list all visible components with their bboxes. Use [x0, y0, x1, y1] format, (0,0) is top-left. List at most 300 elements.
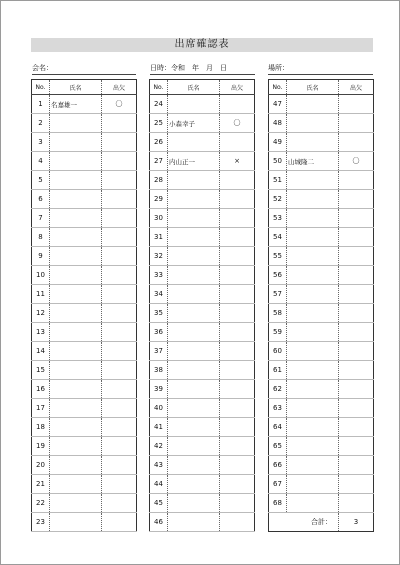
- header-name: 氏名: [168, 80, 220, 95]
- row-number: 11: [32, 285, 50, 304]
- table-row: [150, 228, 255, 247]
- nichiji-field[interactable]: [150, 62, 227, 74]
- name-cell[interactable]: [168, 342, 220, 361]
- table-row: [150, 114, 255, 133]
- table-row: [269, 494, 374, 513]
- attendance-cell[interactable]: [220, 304, 255, 323]
- row-number: 3: [32, 133, 50, 152]
- attendance-cell[interactable]: [339, 247, 374, 266]
- attendance-cell[interactable]: [102, 456, 137, 475]
- table-row: [32, 513, 137, 532]
- table-row: [269, 418, 374, 437]
- name-cell[interactable]: [287, 266, 339, 285]
- table-row: [32, 114, 137, 133]
- name-cell[interactable]: [50, 209, 102, 228]
- row-number: 45: [150, 494, 168, 513]
- name-cell[interactable]: [50, 513, 102, 532]
- row-number: 34: [150, 285, 168, 304]
- name-cell[interactable]: [287, 171, 339, 190]
- row-number: 5: [32, 171, 50, 190]
- row-number: 42: [150, 437, 168, 456]
- row-number: 49: [269, 133, 287, 152]
- basho-field[interactable]: [268, 62, 289, 74]
- table-row: [269, 304, 374, 323]
- attendance-cell[interactable]: [339, 209, 374, 228]
- name-cell[interactable]: [50, 247, 102, 266]
- name-cell[interactable]: [287, 95, 339, 114]
- table-row: [269, 171, 374, 190]
- attendance-cell[interactable]: [339, 285, 374, 304]
- row-number: 46: [150, 513, 168, 532]
- name-cell[interactable]: [168, 171, 220, 190]
- attendance-cell[interactable]: [102, 513, 137, 532]
- attendance-cell[interactable]: [339, 361, 374, 380]
- name-cell[interactable]: [287, 399, 339, 418]
- attendance-cell[interactable]: [102, 399, 137, 418]
- attendance-cell[interactable]: [102, 209, 137, 228]
- attendance-cell[interactable]: [102, 152, 137, 171]
- table-row: [150, 437, 255, 456]
- row-number: 2: [32, 114, 50, 133]
- name-cell[interactable]: [287, 133, 339, 152]
- row-number: 9: [32, 247, 50, 266]
- attendance-cell[interactable]: [220, 190, 255, 209]
- basho-underline: [268, 74, 373, 75]
- attendance-cell[interactable]: [220, 380, 255, 399]
- row-number: 17: [32, 399, 50, 418]
- attendance-cell[interactable]: [220, 323, 255, 342]
- attendance-cell[interactable]: [339, 437, 374, 456]
- table-row: [269, 437, 374, 456]
- name-cell[interactable]: [168, 380, 220, 399]
- attendance-cell[interactable]: [102, 380, 137, 399]
- row-number: 4: [32, 152, 50, 171]
- table-row: [150, 304, 255, 323]
- name-cell[interactable]: [50, 380, 102, 399]
- header-no: No.: [150, 80, 168, 95]
- attendance-cell[interactable]: [339, 133, 374, 152]
- row-number: 24: [150, 95, 168, 114]
- attendance-cell[interactable]: 〇: [220, 114, 255, 133]
- row-number: 61: [269, 361, 287, 380]
- attendance-cell[interactable]: [220, 494, 255, 513]
- attendance-cell[interactable]: [102, 361, 137, 380]
- row-number: 25: [150, 114, 168, 133]
- name-cell[interactable]: [50, 171, 102, 190]
- attendance-cell[interactable]: [339, 266, 374, 285]
- name-cell[interactable]: [168, 304, 220, 323]
- attendance-cell[interactable]: [102, 190, 137, 209]
- table-row: [269, 114, 374, 133]
- row-number: 13: [32, 323, 50, 342]
- table-row: [150, 418, 255, 437]
- table-row: [32, 190, 137, 209]
- header-attendance: 出欠: [220, 80, 255, 95]
- table-row: [32, 361, 137, 380]
- row-number: 59: [269, 323, 287, 342]
- table-row: [150, 513, 255, 532]
- name-cell[interactable]: [50, 114, 102, 133]
- header-row: [150, 80, 255, 95]
- attendance-cell[interactable]: [339, 456, 374, 475]
- page-title: 出席確認表: [31, 38, 373, 52]
- kaimei-field[interactable]: [32, 62, 53, 74]
- row-number: 40: [150, 399, 168, 418]
- name-cell[interactable]: [168, 209, 220, 228]
- table-row: [269, 285, 374, 304]
- table-row: [150, 285, 255, 304]
- name-cell[interactable]: [287, 380, 339, 399]
- header-attendance: 出欠: [339, 80, 374, 95]
- attendance-cell[interactable]: [339, 95, 374, 114]
- attendance-cell[interactable]: 〇: [102, 95, 137, 114]
- row-number: 27: [150, 152, 168, 171]
- row-number: 26: [150, 133, 168, 152]
- table-row: [32, 266, 137, 285]
- header-name: 氏名: [50, 80, 102, 95]
- table-row: [150, 171, 255, 190]
- attendance-cell[interactable]: [102, 418, 137, 437]
- table-row: [32, 209, 137, 228]
- name-cell[interactable]: [287, 475, 339, 494]
- attendance-cell[interactable]: [220, 95, 255, 114]
- table-row: [150, 494, 255, 513]
- name-cell[interactable]: [168, 513, 220, 532]
- table-row: [269, 190, 374, 209]
- row-number: 22: [32, 494, 50, 513]
- row-number: 51: [269, 171, 287, 190]
- table-row: [32, 323, 137, 342]
- row-number: 38: [150, 361, 168, 380]
- header-row: [32, 80, 137, 95]
- attendance-cell[interactable]: [102, 114, 137, 133]
- row-number: 58: [269, 304, 287, 323]
- table-row: [150, 95, 255, 114]
- row-number: 44: [150, 475, 168, 494]
- table-row: [32, 342, 137, 361]
- name-cell[interactable]: [50, 437, 102, 456]
- name-cell[interactable]: [168, 418, 220, 437]
- name-cell[interactable]: [287, 342, 339, 361]
- row-number: 67: [269, 475, 287, 494]
- attendance-cell[interactable]: [339, 399, 374, 418]
- name-cell[interactable]: [50, 399, 102, 418]
- name-cell[interactable]: [50, 494, 102, 513]
- name-cell[interactable]: [50, 228, 102, 247]
- attendance-table-1: [31, 79, 137, 532]
- nichiji-label: 日時：令和 年 月 日: [150, 64, 227, 72]
- row-number: 48: [269, 114, 287, 133]
- table-row: [32, 494, 137, 513]
- table-row: [150, 152, 255, 171]
- attendance-cell[interactable]: [220, 456, 255, 475]
- attendance-cell[interactable]: [339, 304, 374, 323]
- row-number: 62: [269, 380, 287, 399]
- name-cell[interactable]: [287, 323, 339, 342]
- attendance-cell[interactable]: [102, 323, 137, 342]
- name-cell[interactable]: [168, 190, 220, 209]
- name-cell[interactable]: 名嘉雄一: [50, 95, 102, 114]
- attendance-cell[interactable]: [220, 418, 255, 437]
- name-cell[interactable]: [50, 133, 102, 152]
- table-row: [269, 456, 374, 475]
- name-cell[interactable]: [287, 114, 339, 133]
- name-cell[interactable]: 内山正一: [168, 152, 220, 171]
- name-cell[interactable]: [50, 266, 102, 285]
- row-number: 29: [150, 190, 168, 209]
- header-no: No.: [269, 80, 287, 95]
- row-number: 6: [32, 190, 50, 209]
- name-cell[interactable]: [50, 304, 102, 323]
- name-cell[interactable]: [168, 228, 220, 247]
- row-number: 66: [269, 456, 287, 475]
- table-row: [269, 475, 374, 494]
- row-number: 65: [269, 437, 287, 456]
- name-cell[interactable]: [50, 152, 102, 171]
- table-row: [269, 228, 374, 247]
- attendance-cell[interactable]: [339, 475, 374, 494]
- attendance-cell[interactable]: [102, 304, 137, 323]
- row-number: 18: [32, 418, 50, 437]
- total-value: 3: [353, 518, 359, 526]
- name-cell[interactable]: [50, 456, 102, 475]
- row-number: 28: [150, 171, 168, 190]
- name-cell[interactable]: [50, 285, 102, 304]
- name-cell[interactable]: [168, 266, 220, 285]
- table-row: [150, 266, 255, 285]
- name-cell[interactable]: [287, 209, 339, 228]
- row-number: 53: [269, 209, 287, 228]
- table-row: [32, 399, 137, 418]
- row-number: 41: [150, 418, 168, 437]
- name-cell[interactable]: 山城隆二: [287, 152, 339, 171]
- name-cell[interactable]: [50, 475, 102, 494]
- row-number: 21: [32, 475, 50, 494]
- row-number: 43: [150, 456, 168, 475]
- table-row: [32, 285, 137, 304]
- attendance-cell[interactable]: [220, 342, 255, 361]
- table-row: [150, 399, 255, 418]
- total-row: [269, 513, 374, 532]
- table-row: [150, 209, 255, 228]
- name-cell[interactable]: [168, 475, 220, 494]
- row-number: 10: [32, 266, 50, 285]
- name-cell[interactable]: [168, 323, 220, 342]
- attendance-cell[interactable]: [102, 171, 137, 190]
- name-cell[interactable]: [287, 361, 339, 380]
- row-number: 52: [269, 190, 287, 209]
- row-number: 50: [269, 152, 287, 171]
- table-row: [32, 133, 137, 152]
- name-cell[interactable]: [287, 304, 339, 323]
- table-row: [150, 190, 255, 209]
- attendance-cell[interactable]: [220, 247, 255, 266]
- table-row: [269, 209, 374, 228]
- attendance-cell[interactable]: [220, 171, 255, 190]
- table-row: [269, 266, 374, 285]
- basho-label: 場所：: [268, 64, 289, 72]
- attendance-cell[interactable]: [102, 266, 137, 285]
- attendance-cell[interactable]: [102, 247, 137, 266]
- attendance-cell[interactable]: [102, 133, 137, 152]
- row-number: 39: [150, 380, 168, 399]
- table-row: [32, 380, 137, 399]
- attendance-cell[interactable]: [220, 437, 255, 456]
- name-cell[interactable]: [287, 247, 339, 266]
- kaimei-label: 会名：: [32, 64, 53, 72]
- attendance-cell[interactable]: [102, 342, 137, 361]
- table-row: [32, 152, 137, 171]
- name-cell[interactable]: [287, 190, 339, 209]
- name-cell[interactable]: [168, 361, 220, 380]
- row-number: 8: [32, 228, 50, 247]
- name-cell[interactable]: [168, 285, 220, 304]
- row-number: 19: [32, 437, 50, 456]
- name-cell[interactable]: [50, 361, 102, 380]
- row-number: 35: [150, 304, 168, 323]
- attendance-cell[interactable]: [102, 228, 137, 247]
- attendance-cell[interactable]: [339, 342, 374, 361]
- header-row: [269, 80, 374, 95]
- attendance-cell[interactable]: [339, 380, 374, 399]
- table-row: [32, 228, 137, 247]
- attendance-cell[interactable]: [220, 285, 255, 304]
- row-number: 1: [32, 95, 50, 114]
- name-cell[interactable]: [287, 494, 339, 513]
- name-cell[interactable]: [168, 494, 220, 513]
- table-row: [150, 475, 255, 494]
- row-number: 56: [269, 266, 287, 285]
- row-number: 20: [32, 456, 50, 475]
- row-number: 31: [150, 228, 168, 247]
- row-number: 55: [269, 247, 287, 266]
- attendance-cell[interactable]: ×: [220, 152, 255, 171]
- table-row: [32, 456, 137, 475]
- table-row: [150, 133, 255, 152]
- row-number: 47: [269, 95, 287, 114]
- table-row: [32, 418, 137, 437]
- header-name: 氏名: [287, 80, 339, 95]
- name-cell[interactable]: [287, 418, 339, 437]
- table-row: [269, 361, 374, 380]
- row-number: 37: [150, 342, 168, 361]
- name-cell[interactable]: [168, 399, 220, 418]
- name-cell[interactable]: [168, 247, 220, 266]
- table-row: [269, 247, 374, 266]
- attendance-cell[interactable]: [220, 209, 255, 228]
- row-number: 57: [269, 285, 287, 304]
- table-row: [269, 399, 374, 418]
- row-number: 32: [150, 247, 168, 266]
- name-cell[interactable]: [287, 228, 339, 247]
- total-label: 合計：: [269, 513, 339, 532]
- name-cell[interactable]: [168, 437, 220, 456]
- row-number: 15: [32, 361, 50, 380]
- attendance-cell[interactable]: 〇: [339, 152, 374, 171]
- attendance-cell[interactable]: [220, 361, 255, 380]
- attendance-cell[interactable]: [220, 133, 255, 152]
- table-row: [150, 456, 255, 475]
- table-row: [150, 361, 255, 380]
- attendance-cell[interactable]: [339, 418, 374, 437]
- attendance-table-3: [268, 79, 374, 532]
- attendance-cell[interactable]: [220, 475, 255, 494]
- attendance-cell[interactable]: [220, 228, 255, 247]
- row-number: 36: [150, 323, 168, 342]
- table-row: [150, 380, 255, 399]
- table-row: [32, 247, 137, 266]
- row-number: 14: [32, 342, 50, 361]
- row-number: 16: [32, 380, 50, 399]
- attendance-cell[interactable]: [220, 513, 255, 532]
- table-row: [269, 133, 374, 152]
- row-number: 7: [32, 209, 50, 228]
- attendance-cell[interactable]: [102, 475, 137, 494]
- name-cell[interactable]: [50, 323, 102, 342]
- attendance-cell[interactable]: [102, 437, 137, 456]
- table-row: [32, 95, 137, 114]
- row-number: 33: [150, 266, 168, 285]
- row-number: 63: [269, 399, 287, 418]
- name-cell[interactable]: 小森幸子: [168, 114, 220, 133]
- attendance-cell[interactable]: [220, 399, 255, 418]
- name-cell[interactable]: [168, 456, 220, 475]
- attendance-cell[interactable]: [339, 228, 374, 247]
- row-number: 12: [32, 304, 50, 323]
- attendance-cell[interactable]: [339, 114, 374, 133]
- name-cell[interactable]: [287, 456, 339, 475]
- row-number: 30: [150, 209, 168, 228]
- attendance-table-2: [149, 79, 255, 532]
- header-attendance: 出欠: [102, 80, 137, 95]
- attendance-cell[interactable]: [220, 266, 255, 285]
- name-cell[interactable]: [50, 418, 102, 437]
- attendance-cell[interactable]: [102, 285, 137, 304]
- name-cell[interactable]: [287, 437, 339, 456]
- table-row: [150, 342, 255, 361]
- nichiji-underline: [150, 74, 255, 75]
- table-row: [150, 247, 255, 266]
- row-number: 60: [269, 342, 287, 361]
- name-cell[interactable]: [50, 190, 102, 209]
- table-row: [32, 437, 137, 456]
- row-number: 64: [269, 418, 287, 437]
- table-row: [32, 475, 137, 494]
- table-row: [32, 304, 137, 323]
- name-cell[interactable]: [50, 342, 102, 361]
- table-row: [32, 171, 137, 190]
- table-row: [269, 342, 374, 361]
- table-row: [269, 380, 374, 399]
- name-cell[interactable]: [168, 95, 220, 114]
- table-row: [269, 323, 374, 342]
- name-cell[interactable]: [168, 133, 220, 152]
- row-number: 23: [32, 513, 50, 532]
- attendance-cell[interactable]: [339, 190, 374, 209]
- table-row: [150, 323, 255, 342]
- header-no: No.: [32, 80, 50, 95]
- attendance-cell[interactable]: [102, 494, 137, 513]
- attendance-cell[interactable]: [339, 323, 374, 342]
- attendance-cell[interactable]: [339, 171, 374, 190]
- attendance-cell[interactable]: [339, 494, 374, 513]
- row-number: 68: [269, 494, 287, 513]
- row-number: 54: [269, 228, 287, 247]
- table-row: [269, 152, 374, 171]
- table-row: [269, 95, 374, 114]
- kaimei-underline: [32, 74, 136, 75]
- name-cell[interactable]: [287, 285, 339, 304]
